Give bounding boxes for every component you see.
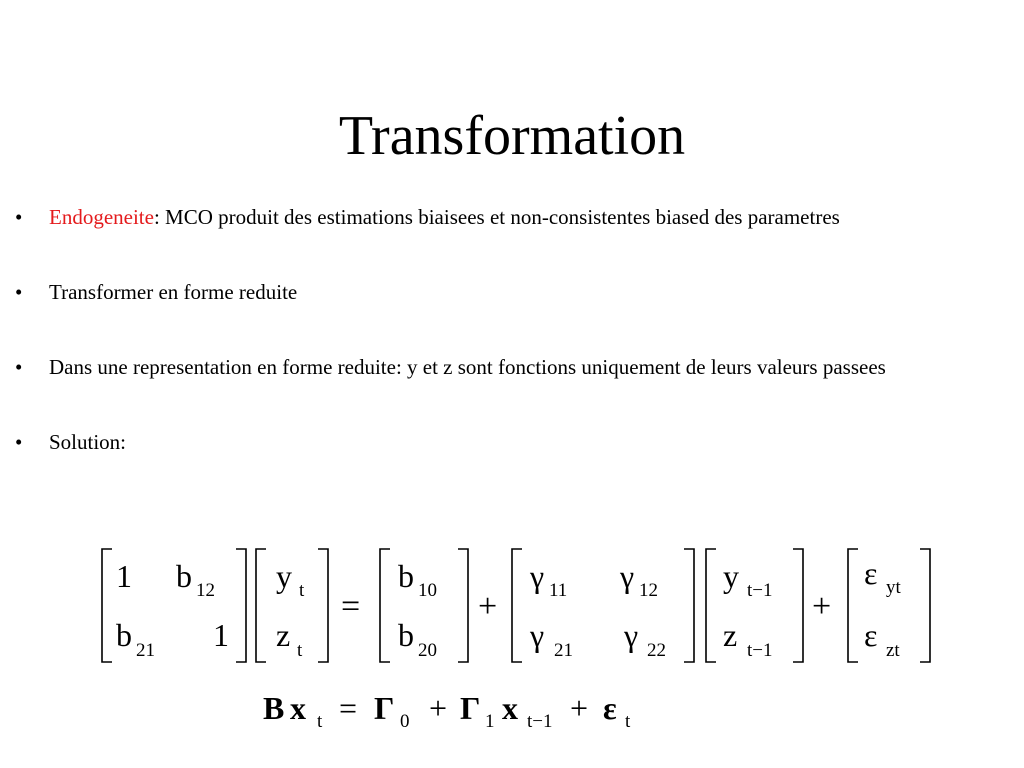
v1-r2-sub: t: [297, 640, 303, 661]
m2-r2c2-sub: 22: [647, 640, 666, 661]
endogeneite-term: Endogeneite: [49, 205, 154, 229]
bullet-marker: •: [15, 205, 23, 229]
ce-x: x: [290, 690, 306, 726]
bullet-transformer: [12, 277, 1012, 308]
representation-text: Dans une representation en forme reduite: y et z sont fonctions uniquement de leurs valeurs passees: [49, 355, 886, 379]
ce-gamma0: Γ: [374, 690, 395, 726]
matrix-plus-1: +: [478, 588, 498, 625]
v2-r2: b: [398, 617, 414, 653]
m1-r2c1: b: [116, 617, 132, 653]
m1-right-bracket: [236, 549, 246, 662]
m2-r1c2-sub: 12: [639, 580, 658, 601]
v2-r1: b: [398, 558, 414, 594]
ce-x2: x: [502, 690, 518, 726]
v1-right-bracket: [318, 549, 328, 662]
v1-r1: y: [276, 558, 292, 594]
bullet-marker: •: [15, 355, 23, 379]
v2-r2-sub: 20: [418, 640, 437, 661]
m2-r1c2: γ: [620, 558, 635, 594]
v4-r2-sub: zt: [886, 640, 900, 661]
m2-r2c1-sub: 21: [554, 640, 573, 661]
matrix-plus-2: +: [812, 588, 832, 625]
ce-x-sub: t: [317, 711, 323, 732]
v3-left-bracket: [706, 549, 716, 662]
bullet-endogeneite: [12, 202, 1012, 233]
matrix-equals: =: [341, 588, 361, 625]
ce-B: B: [263, 690, 285, 726]
m2-r2c1: γ: [530, 617, 545, 653]
m2-r1c1: γ: [530, 558, 545, 594]
m2-left-bracket: [512, 549, 522, 662]
v1-left-bracket: [256, 549, 266, 662]
endogeneite-text: : MCO produit des estimations biaisees et non-consistentes biased des parametres: [153, 205, 840, 229]
bullet-solution: [12, 427, 1012, 458]
v3-r1: y: [723, 558, 739, 594]
v1-r2: z: [276, 617, 291, 653]
m2-right-bracket: [684, 549, 694, 662]
ce-gamma1: Γ: [460, 690, 481, 726]
v4-left-bracket: [848, 549, 858, 662]
v4-right-bracket: [920, 549, 930, 662]
ce-eps: ε: [603, 690, 617, 726]
v3-right-bracket: [793, 549, 803, 662]
compact-equation: [263, 690, 631, 732]
ce-plus-2: +: [570, 690, 589, 726]
v2-left-bracket: [380, 549, 390, 662]
ce-equals: =: [339, 690, 358, 726]
ce-eps-sub: t: [625, 711, 631, 732]
m2-r1c1-sub: 11: [549, 580, 568, 601]
transformer-text: Transformer en forme reduite: [49, 280, 298, 304]
v4-r1: ε: [864, 555, 878, 591]
slide-title: Transformation: [338, 105, 686, 167]
bullet-list: [12, 202, 1012, 458]
bullet-marker: •: [15, 280, 23, 304]
m1-left-bracket: [102, 549, 112, 662]
ce-gamma0-sub: 0: [400, 711, 410, 732]
m2-r2c2: γ: [624, 617, 639, 653]
v4-r2: ε: [864, 617, 878, 653]
ce-x2-sub: t−1: [527, 711, 553, 732]
v3-r1-sub: t−1: [747, 580, 773, 601]
m1-r2c2: 1: [213, 617, 229, 653]
v3-r2-sub: t−1: [747, 640, 773, 661]
ce-gamma1-sub: 1: [485, 711, 495, 732]
v2-r1-sub: 10: [418, 580, 437, 601]
m1-r1c2-sub: 12: [196, 580, 215, 601]
v1-r1-sub: t: [299, 580, 305, 601]
v2-right-bracket: [458, 549, 468, 662]
v3-r2: z: [723, 617, 738, 653]
bullet-representation: [12, 352, 1012, 383]
m1-r1c2: b: [176, 558, 192, 594]
m1-r2c1-sub: 21: [136, 640, 155, 661]
bullet-marker: •: [15, 430, 23, 454]
v4-r1-sub: yt: [886, 577, 901, 598]
ce-plus-1: +: [429, 690, 448, 726]
solution-text: Solution:: [49, 430, 127, 454]
matrix-equation: [102, 549, 930, 662]
m1-r1c1: 1: [116, 558, 132, 594]
